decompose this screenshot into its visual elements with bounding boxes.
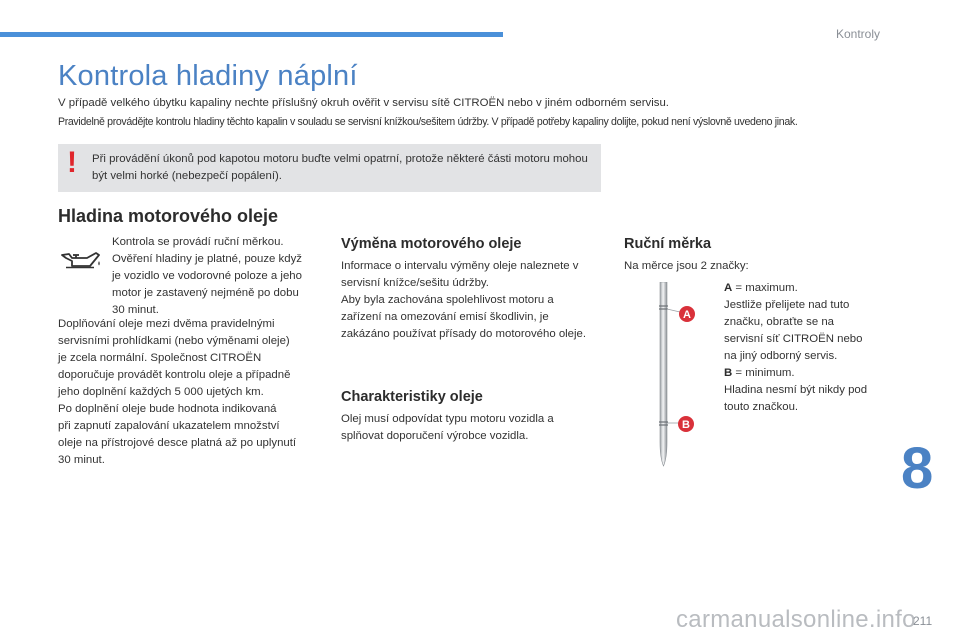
page-number: 211 [913, 614, 933, 628]
oil-change-body [341, 258, 586, 343]
text-line: touto značkou. [724, 401, 799, 413]
text-line: je zcela normální. Společnost CITROËN [58, 352, 262, 364]
text-line: Informace o intervalu výměny oleje naleznete v [341, 260, 579, 272]
oil-can-icon [60, 250, 102, 270]
text-line: Po doplnění oleje bude hodnota indikovaná [58, 403, 277, 415]
text-line: Ověření hladiny je platné, pouze když [112, 253, 302, 265]
text-line: servisní knížce/sešitu údržby. [341, 277, 489, 289]
text-line: Aby byla zachována spolehlivost motoru a [341, 294, 554, 306]
text-line: zakázáno používat přísady do motorového oleje. [341, 328, 587, 340]
text-line: servisní síť CITROËN nebo [724, 333, 863, 345]
text-line: je vozidlo ve vodorovné poloze a jeho [112, 270, 302, 282]
warning-box [58, 144, 601, 192]
oil-level-icon-text [112, 234, 302, 319]
text-line: při zapnutí zapalování ukazatelem množství [58, 420, 280, 432]
dipstick-illustration [656, 282, 700, 468]
mark-b-label: B [724, 367, 733, 379]
text-line: Doplňování oleje mezi dvěma pravidelnými [58, 318, 275, 330]
mark-a-label: A [724, 282, 733, 294]
watermark: carmanualsonline.info [676, 606, 916, 633]
text-line: Jestliže přelijete nad tuto [724, 299, 850, 311]
mark-b-line [724, 365, 867, 382]
text-line: servisními prohlídkami (nebo výměnami oleje) [58, 335, 290, 347]
text-line: oleje na přístrojové desce platná až po uplynutí [58, 437, 297, 449]
dipstick-heading: Ruční měrka [624, 236, 712, 252]
dipstick-intro: Na měrce jsou 2 značky: [624, 260, 749, 272]
text-line: doporučuje provádět kontrolu oleje a případně [58, 369, 291, 381]
mark-b-letter: B [682, 419, 690, 431]
dipstick-marks-text [724, 280, 867, 416]
text-line: Olej musí odpovídat typu motoru vozidla a [341, 413, 554, 425]
intro-line-2: Pravidelně provádějte kontrolu hladiny těchto kapalin v souladu se servisní knížkou/sešitem údržby. V případě potřeby kapaliny dolijte, pokud není výslovně uvedeno jinak. [58, 116, 798, 128]
warning-text: Při provádění úkonů pod kapotou motoru buďte velmi opatrní, protože některé části motoru mohou být velmi horké (nebezpečí popálení). [92, 153, 588, 182]
text-line: Kontrola se provádí ruční měrkou. [112, 236, 284, 248]
oil-spec-heading: Charakteristiky oleje [341, 389, 483, 405]
text-line: na jiný odborný servis. [724, 350, 838, 362]
chapter-number: 8 [901, 436, 934, 501]
intro-line-1: V případě velkého úbytku kapaliny nechte příslušný okruh ověřit v servisu sítě CITROËN nebo v jiném odborném servisu. [58, 97, 669, 109]
text-line: splňovat doporučení výrobce vozidla. [341, 430, 529, 442]
section-label: Kontroly [836, 27, 881, 41]
page-title: Kontrola hladiny náplní [58, 60, 358, 92]
oil-level-body [58, 316, 296, 469]
text-line: značku, obraťte se na [724, 316, 835, 328]
text-line: motor je zastavený nejméně po dobu [112, 287, 299, 299]
text-line: jeho doplnění každých 5 000 ujetých km. [58, 386, 264, 398]
mark-a-letter: A [683, 309, 691, 321]
mark-a-text: = maximum. [735, 282, 798, 294]
text-line: zařízení na omezování emisí škodlivin, je [341, 311, 549, 323]
header-accent-bar [0, 32, 503, 37]
text-line: 30 minut. [58, 454, 105, 466]
warning-icon: ! [67, 146, 77, 179]
mark-a-line [724, 280, 867, 297]
mark-b-text: = minimum. [735, 367, 795, 379]
oil-level-heading: Hladina motorového oleje [58, 206, 279, 226]
oil-change-heading: Výměna motorového oleje [341, 236, 522, 252]
text-line: 30 minut. [112, 304, 159, 316]
oil-spec-body [341, 411, 554, 445]
text-line: Hladina nesmí být nikdy pod [724, 384, 868, 396]
